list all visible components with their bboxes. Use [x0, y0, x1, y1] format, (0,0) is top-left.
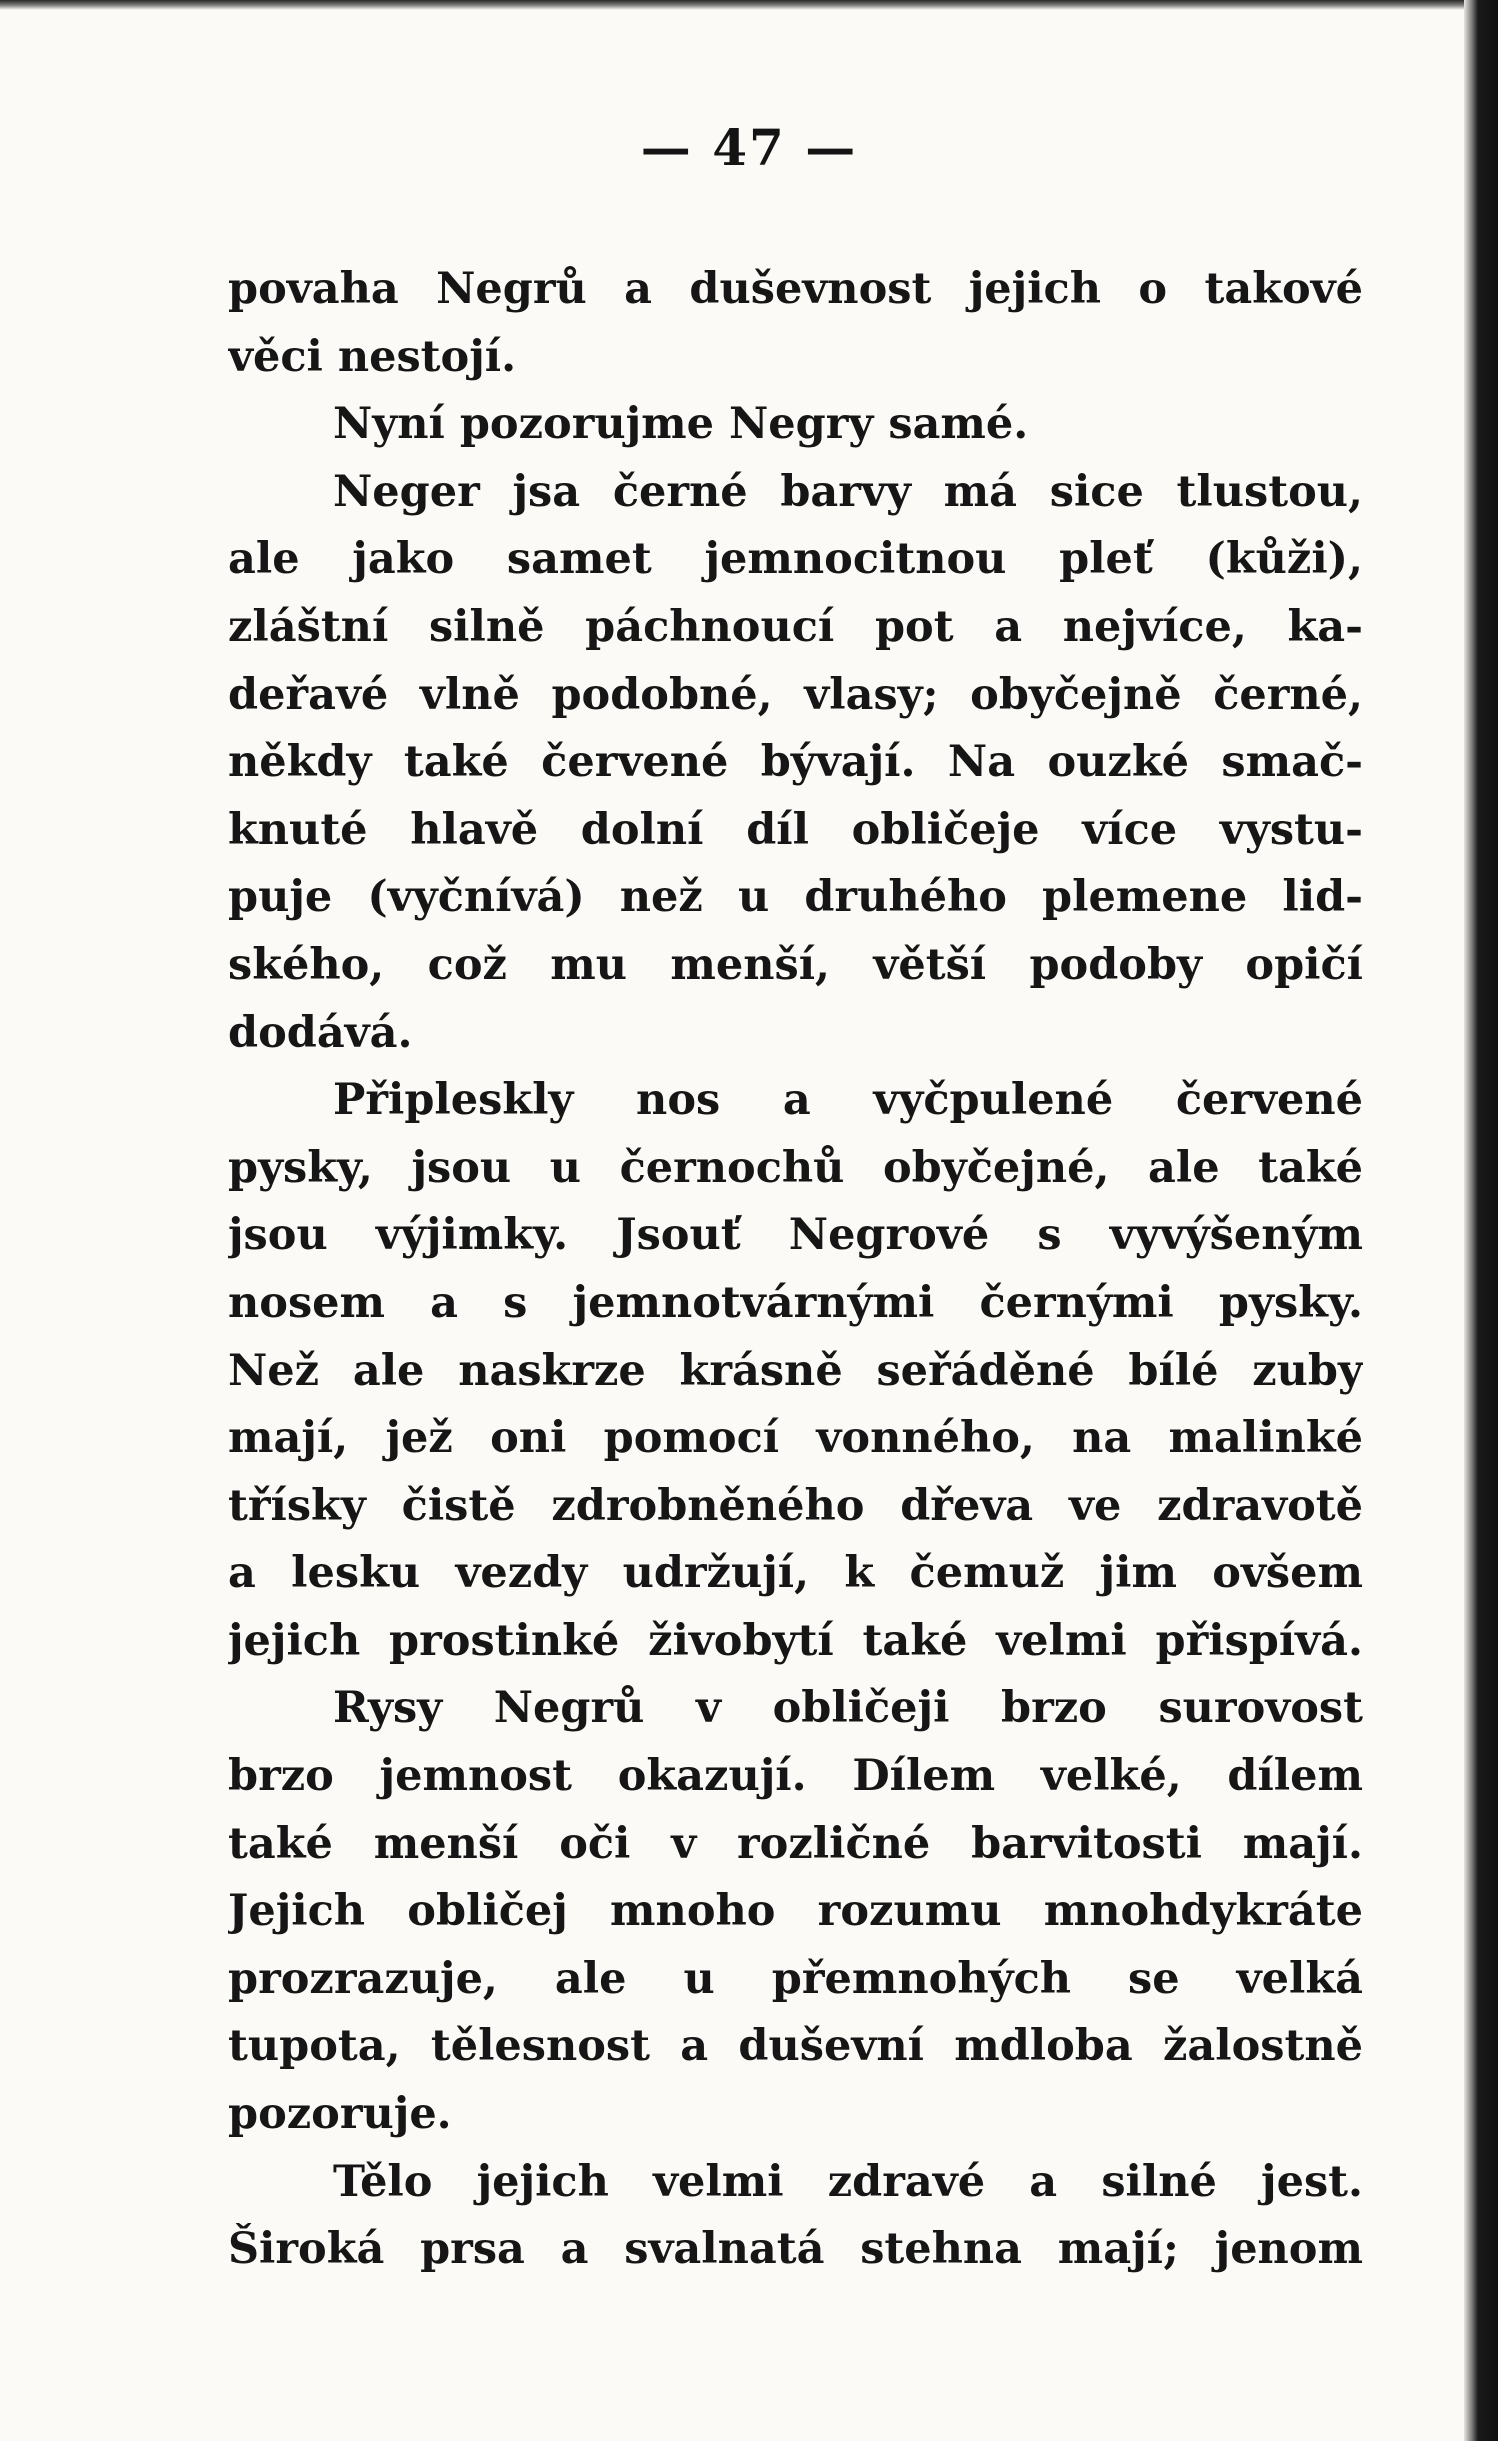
text-line: mají, jež oni pomocí vonného, na malinké: [228, 1413, 1363, 1464]
body-text: [228, 256, 1363, 2284]
text-line: dodává.: [228, 1007, 413, 1058]
text-line: pysky, jsou u černochů obyčejné, ale také: [228, 1142, 1363, 1193]
page-number: — 47 —: [640, 118, 858, 177]
text-line: někdy také červené bývají. Na ouzké smač-: [228, 737, 1363, 788]
text-line: Široká prsa a svalnatá stehna mají; jenom: [228, 2224, 1363, 2275]
text-line: prozrazuje, ale u přemnohých se velká: [228, 1953, 1363, 2004]
text-line: jejich prostinké živobytí také velmi přispívá.: [228, 1615, 1363, 1666]
text-line: povaha Negrů a duševnost jejich o takové: [228, 264, 1363, 314]
text-line: knuté hlavě dolní díl obličeje více vystu-: [228, 804, 1363, 855]
text-line: zláštní silně páchnoucí pot a nejvíce, ka-: [228, 601, 1363, 652]
text-line: ale jako samet jemnocitnou pleť (kůži),: [228, 534, 1363, 585]
text-line: také menší oči v rozličné barvitosti mají.: [228, 1818, 1363, 1869]
text-line: Připleskly nos a vyčpulené červené: [333, 1075, 1363, 1126]
text-line: ského, což mu menší, větší podoby opičí: [228, 939, 1363, 990]
scan-edge-top: [0, 0, 1498, 10]
text-line: pozoruje.: [228, 2089, 452, 2140]
text-line: brzo jemnost okazují. Dílem velké, dílem: [228, 1751, 1363, 1802]
text-line: deřavé vlně podobné, vlasy; obyčejně černé,: [228, 669, 1363, 720]
text-line: třísky čistě zdrobněného dřeva ve zdravotě: [228, 1480, 1363, 1531]
text-line: nosem a s jemnotvárnými černými pysky.: [228, 1277, 1363, 1328]
text-line: Tělo jejich velmi zdravé a silné jest.: [333, 2156, 1363, 2207]
text-line: Než ale naskrze krásně seřáděné bílé zuby: [228, 1345, 1363, 1396]
text-line: Neger jsa černé barvy má sice tlustou,: [333, 466, 1363, 517]
text-line: věci nestojí.: [228, 331, 517, 382]
text-line: Rysy Negrů v obličeji brzo surovost: [333, 1683, 1363, 1734]
text-line: Jejich obličej mnoho rozumu mnohdykráte: [228, 1886, 1363, 1937]
text-line: Nyní pozorujme Negry samé.: [333, 399, 1029, 450]
text-line: puje (vyčnívá) než u druhého plemene lid-: [228, 872, 1363, 923]
scan-edge-right: [1464, 0, 1498, 2441]
text-line: tupota, tělesnost a duševní mdloba žalostně: [228, 2021, 1363, 2072]
text-line: a lesku vezdy udržují, k čemuž jim ovšem: [228, 1548, 1363, 1599]
text-line: jsou výjimky. Jsouť Negrové s vyvýšeným: [228, 1210, 1363, 1261]
